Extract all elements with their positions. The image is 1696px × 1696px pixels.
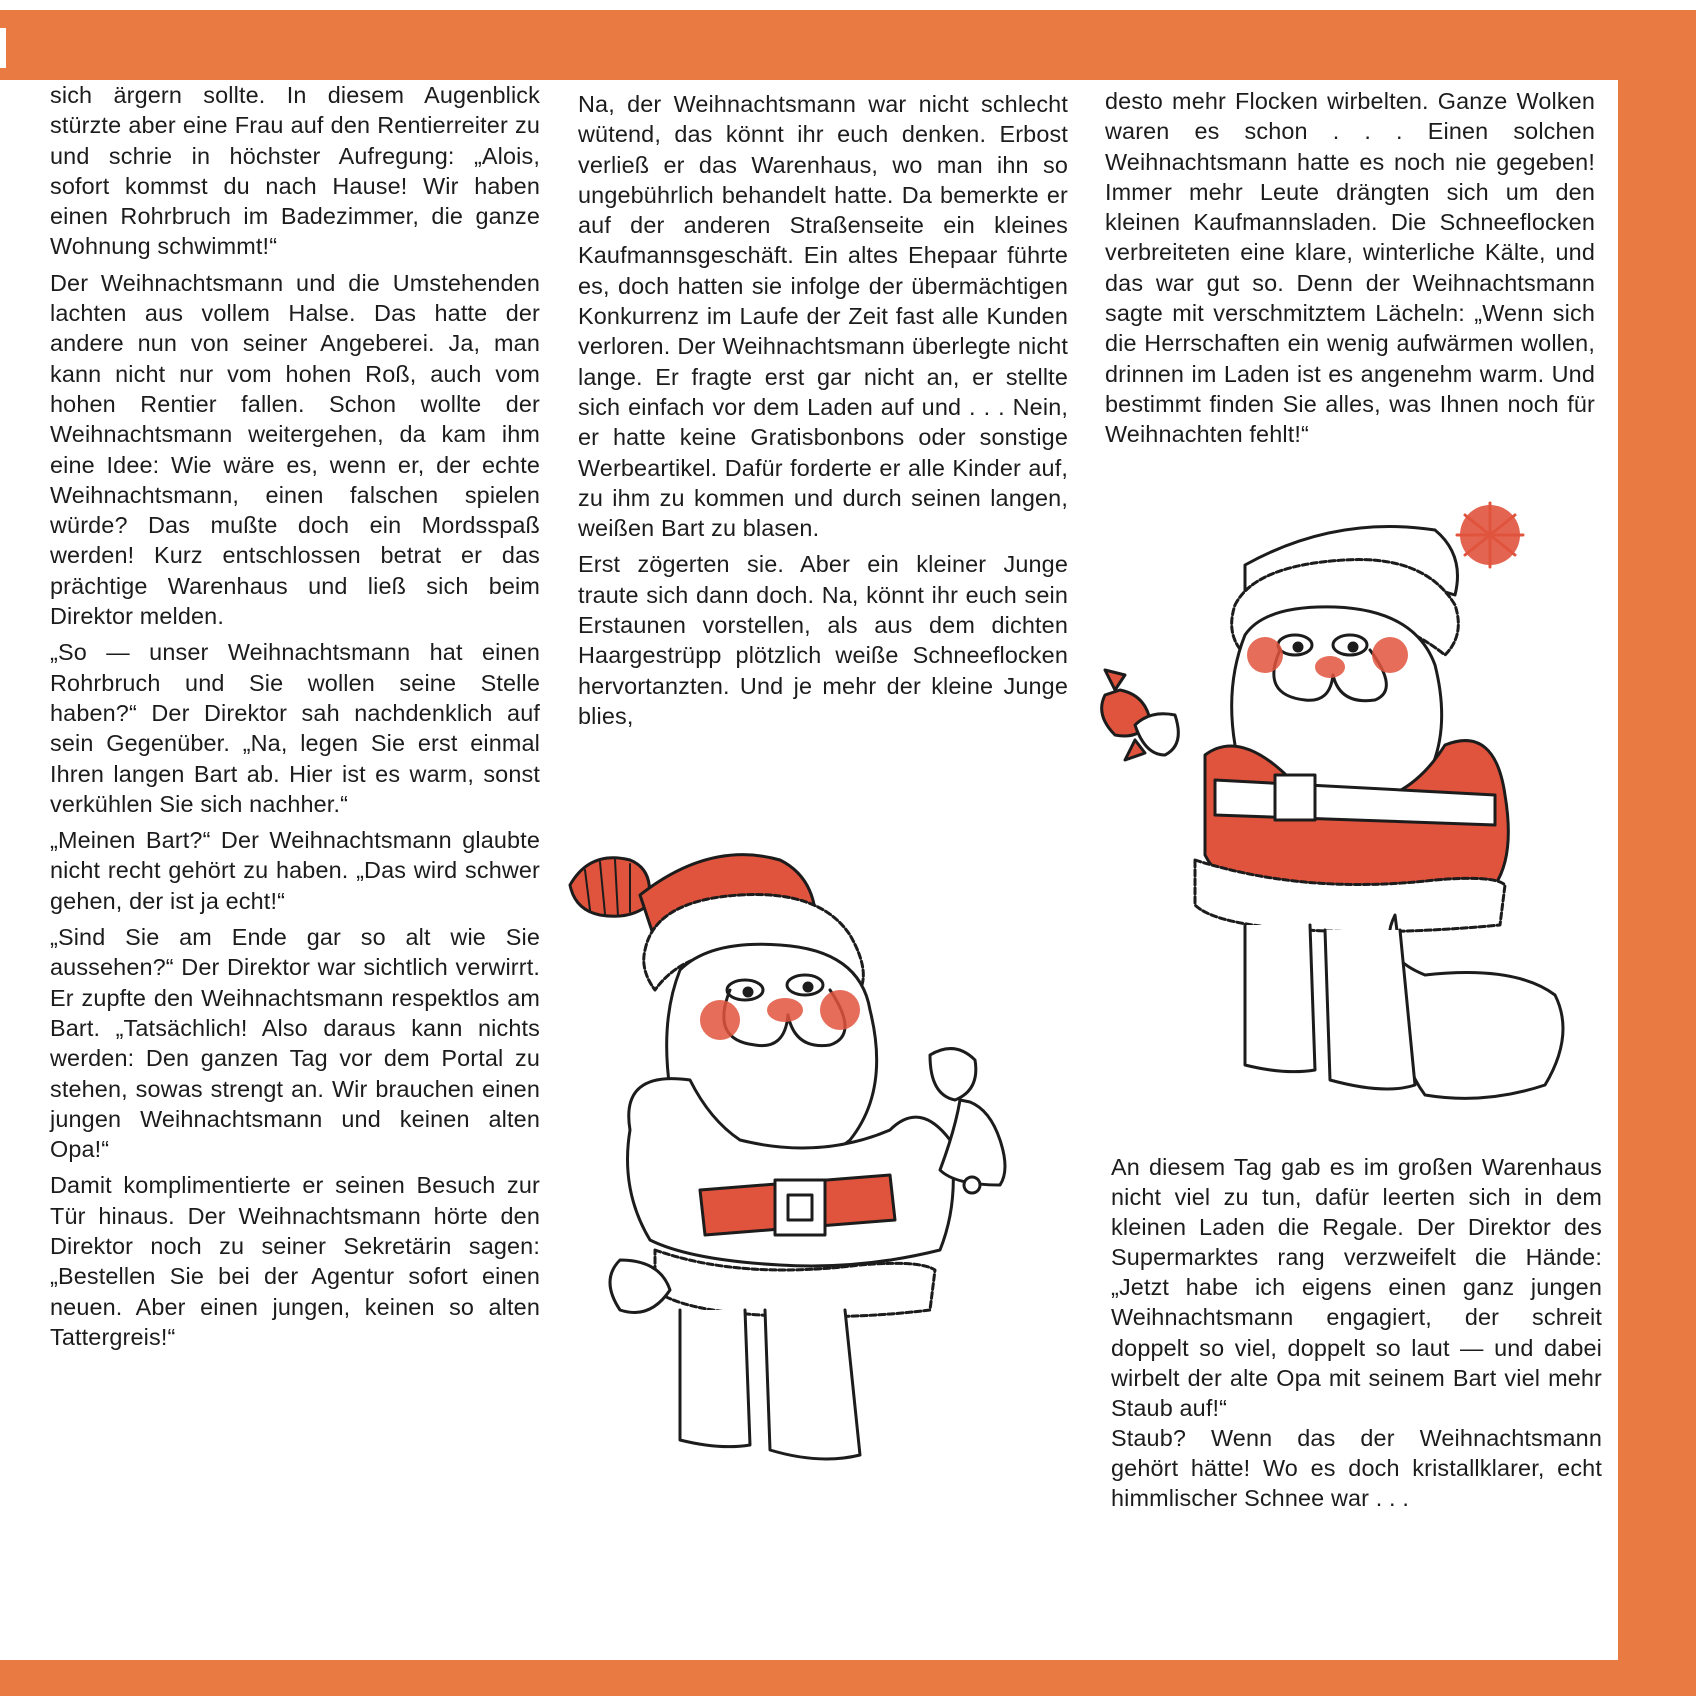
bottom-orange-band xyxy=(0,1660,1696,1696)
santa-with-bell-icon xyxy=(560,840,1080,1490)
paragraph: desto mehr Flocken wirbelten. Ganze Wolken waren es schon . . . Einen solchen Weihnachtsmann hatte es noch nie gegeben! Immer mehr Leute drängten sich um den kleinen Kaufmannsladen. Die Schneeflocken verbreiteten eine klare, winterliche Kälte, und das war gut so. Denn der Weihnachtsmann sagte mit verschmitztem Lächeln: „Wenn sich die Herrschaften ein wenig aufwärmen wollen, drinnen im Laden ist es angenehm warm. Und bestimmt finden Sie alles, was Ihnen noch für Weihnachten fehlt!“ xyxy=(1105,88,1595,448)
santa-with-sack-icon xyxy=(1095,495,1615,1125)
text-column-3 xyxy=(1105,86,1595,456)
paragraph: Der Weihnachtsmann und die Umstehenden lachten aus vollem Halse. Das hatte der andere nun von seiner Angeberei. Ja, man kann nicht nur vom hohen Roß, auch vom hohen Rentier fallen. Schon wollte der Weihnachtsmann weitergehen, da kam ihm eine Idee: Wie wäre es, wenn er, der echte Weihnachtsmann, einen falschen spielen würde? Das mußte doch ein Mordsspaß werden! Kurz entschlossen betrat er das prächtige Warenhaus und ließ sich beim Direktor melden. xyxy=(50,269,540,630)
paragraph: sich ärgern sollte. In diesem Augenblick stürzte aber eine Frau auf den Rentierreiter zu und schrie in höchster Aufregung: „Alois, sofort kommst du nach Hause! Wir haben einen Rohrbruch im Badezimmer, die ganze Wohnung schwimmt!“ xyxy=(50,82,540,260)
paragraph: An diesem Tag gab es im großen Warenhaus nicht viel zu tun, dafür leerten sich in dem kleinen Laden die Regale. Der Direktor des Supermarktes rang verzweifelt die Hände: „Jetzt habe ich eigens einen ganz jungen Weihnachtsmann engagiert, der schreit doppelt so viel, doppelt so laut — und dabei wirbelt der alte Opa mit seinem Bart viel mehr Staub auf!“ xyxy=(1111,1154,1602,1421)
paragraph: „So — unser Weihnachtsmann hat einen Rohrbruch und Sie wollen seine Stelle haben?“ Der Direktor sah nachdenklich auf sein Gegenüber. „Na, legen Sie erst einmal Ihren langen Bart ab. Hier ist es warm, sonst verkühlen Sie sich nachher.“ xyxy=(50,639,540,817)
text-column-1 xyxy=(50,80,540,1358)
paragraph: Na, der Weihnachtsmann war nicht schlecht wütend, das könnt ihr euch denken. Erbost verließ er das Warenhaus, wo man ihn so ungebührlich behandelt hatte. Da bemerkte er auf der anderen Straßenseite ein kleines Kaufmannsgeschäft. Ein altes Ehepaar führte es, doch hatten sie infolge der übermächtigen Konkurrenz im Laufe der Zeit fast alle Kunden verloren. Der Weihnachtsmann überlegte nicht lange. Er fragte erst gar nicht an, er stellte sich einfach vor dem Laden auf und . . . Nein, er hatte keine Gratisbonbons oder sonstige Werbeartikel. Dafür forderte er alle Kinder auf, zu ihm zu kommen und durch seinen langen, weißen Bart zu blasen. xyxy=(578,91,1068,542)
text-column-2 xyxy=(578,89,1068,737)
right-orange-band xyxy=(1618,10,1696,1696)
band-notch xyxy=(0,28,6,68)
paragraph: Erst zögerten sie. Aber ein kleiner Junge traute sich dann doch. Na, könnt ihr euch sein Erstaunen vorstellen, als aus dem dichten Haargestrüpp plötzlich weiße Schneeflocken hervortanzten. Und je mehr der kleine Junge blies, xyxy=(578,551,1068,729)
paragraph: Damit komplimentierte er seinen Besuch zur Tür hinaus. Der Weihnachtsmann hörte den Direktor noch zu seiner Sekretärin sagen: „Bestellen Sie bei der Agentur sofort einen neuen. Aber einen jungen, keinen so alten Tattergreis!“ xyxy=(50,1172,540,1350)
top-orange-band xyxy=(0,10,1696,80)
paragraph: „Sind Sie am Ende gar so alt wie Sie aussehen?“ Der Direktor war sichtlich verwirrt. Er zupfte den Weihnachtsmann respektlos am Bart. „Tatsächlich! Also daraus kann nichts werden: Den ganzen Tag vor dem Portal zu stehen, sowas strengt an. Wir brauchen einen jungen Weihnachtsmann und keinen alten Opa!“ xyxy=(50,924,540,1163)
paragraph: Staub? Wenn das der Weihnachtsmann gehört hätte! Wo es doch kristallklarer, echt himmlischer Schnee war . . . xyxy=(1111,1424,1602,1512)
paragraph: „Meinen Bart?“ Der Weihnachtsmann glaubte nicht recht gehört zu haben. „Das wird schwer gehen, der ist ja echt!“ xyxy=(50,827,540,914)
text-column-3-lower xyxy=(1111,1152,1602,1513)
